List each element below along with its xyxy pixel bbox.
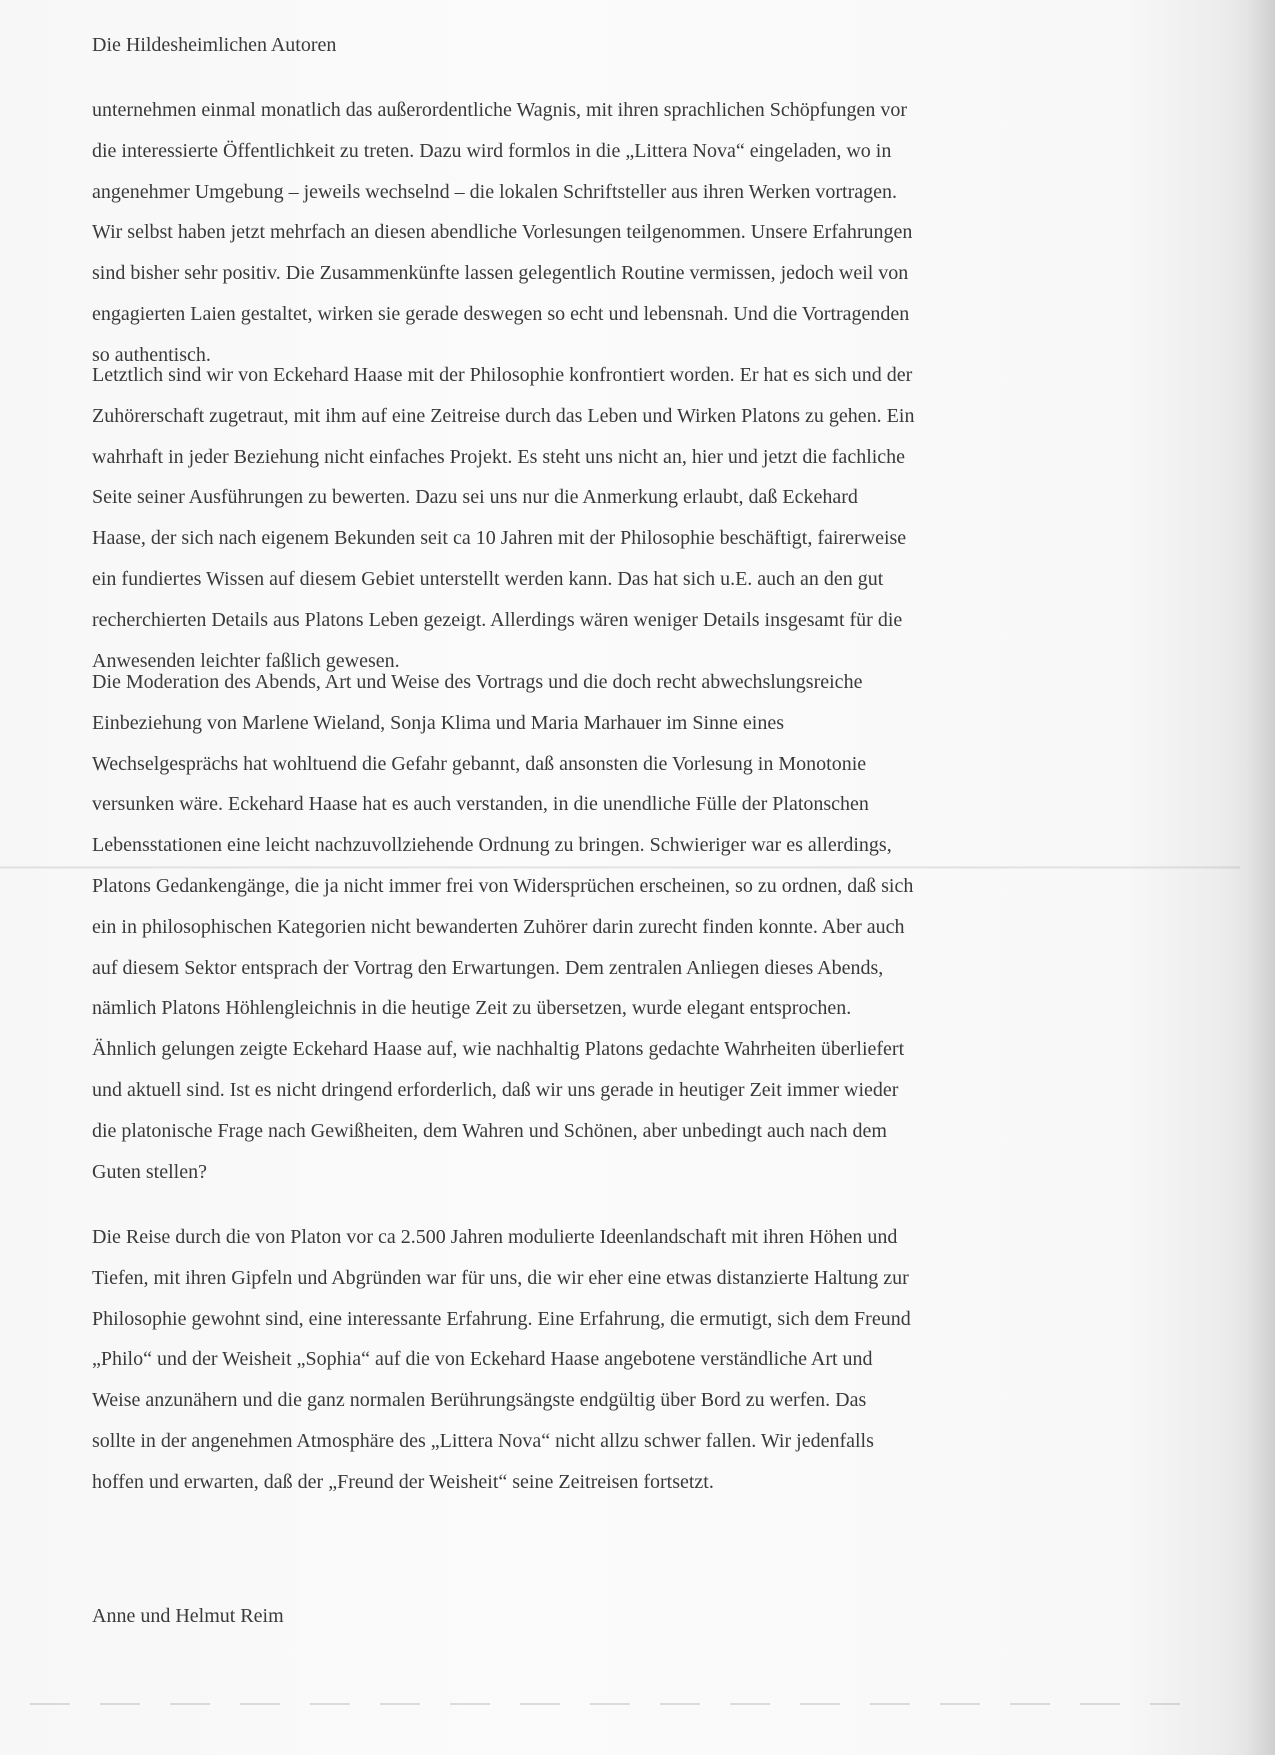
text-line: Lebensstationen eine leicht nachzuvollziehende Ordnung zu bringen. Schwieriger war es allerdings, bbox=[92, 834, 892, 857]
text-line: Seite seiner Ausführungen zu bewerten. Dazu sei uns nur die Anmerkung erlaubt, daß Eckehard bbox=[92, 486, 858, 509]
text-line: Guten stellen? bbox=[92, 1160, 207, 1183]
text-line: die interessierte Öffentlichkeit zu treten. Dazu wird formlos in die „Littera Nova“ eingeladen, wo in bbox=[92, 139, 892, 162]
text-line: Haase, der sich nach eigenem Bekunden seit ca 10 Jahren mit der Philosophie beschäftigt, fairerweise bbox=[92, 527, 907, 550]
text-line: nämlich Platons Höhlengleichnis in die heutige Zeit zu übersetzen, wurde elegant entsprochen. bbox=[92, 997, 852, 1020]
text-line: Ähnlich gelungen zeigte Eckehard Haase auf, wie nachhaltig Platons gedachte Wahrheiten überliefert bbox=[92, 1038, 905, 1061]
text-line: Die Moderation des Abends, Art und Weise des Vortrags und die doch recht abwechslungsreiche bbox=[92, 671, 863, 693]
text-line: recherchierten Details aus Platons Leben gezeigt. Allerdings wären weniger Details insgesamt für die bbox=[92, 608, 903, 631]
text-line: auf diesem Sektor entsprach der Vortrag den Erwartungen. Dem zentralen Anliegen dieses Abends, bbox=[92, 956, 884, 979]
text-line: und aktuell sind. Ist es nicht dringend erforderlich, daß wir uns gerade in heutiger Zeit immer wieder bbox=[92, 1078, 899, 1101]
text-line: Wir selbst haben jetzt mehrfach an diesen abendliche Vorlesungen teilgenommen. Unsere Erfahrungen bbox=[92, 221, 913, 244]
paragraph-3 bbox=[92, 662, 913, 1192]
paragraph-4 bbox=[92, 1217, 911, 1503]
text-line: Philosophie gewohnt sind, eine interessante Erfahrung. Eine Erfahrung, die ermutigt, sich dem Freund bbox=[92, 1307, 911, 1330]
text-line: so authentisch. bbox=[92, 343, 211, 366]
signature-line: Anne und Helmut Reim bbox=[92, 1605, 284, 1627]
text-line: wahrhaft in jeder Beziehung nicht einfaches Projekt. Es steht uns nicht an, hier und jetzt die fachliche bbox=[92, 445, 906, 468]
text-line: „Philo“ und der Weisheit „Sophia“ auf die von Eckehard Haase angebotene verständliche Art und bbox=[92, 1348, 873, 1371]
text-line: Wechselgesprächs hat wohltuend die Gefahr gebannt, daß ansonsten die Vorlesung in Monotonie bbox=[92, 752, 867, 775]
text-line: sind bisher sehr positiv. Die Zusammenkünfte lassen gelegentlich Routine vermissen, jedoch weil von bbox=[92, 262, 909, 285]
paragraph-2 bbox=[92, 355, 914, 681]
document-heading: Die Hildesheimlichen Autoren bbox=[92, 34, 337, 56]
paragraph-1 bbox=[92, 90, 912, 376]
text-line: Letztlich sind wir von Eckehard Haase mit der Philosophie konfrontiert worden. Er hat es sich und der bbox=[92, 364, 913, 386]
text-line: Zuhörerschaft zugetraut, mit ihm auf eine Zeitreise durch das Leben und Wirken Platons zu gehen. Ein bbox=[92, 404, 915, 427]
text-line: hoffen und erwarten, daß der „Freund der Weisheit“ seine Zeitreisen fortsetzt. bbox=[92, 1470, 714, 1493]
text-line: Anwesenden leichter faßlich gewesen. bbox=[92, 649, 400, 672]
text-line: Tiefen, mit ihren Gipfeln und Abgründen war für uns, die wir eher eine etwas distanzierte Haltung zur bbox=[92, 1266, 909, 1289]
text-line: engagierten Laien gestaltet, wirken sie gerade deswegen so echt und lebensnah. Und die Vortragenden bbox=[92, 302, 910, 325]
text-line: versunken wäre. Eckehard Haase hat es auch verstanden, in die unendliche Fülle der Platonschen bbox=[92, 793, 869, 816]
text-line: ein fundiertes Wissen auf diesem Gebiet unterstellt werden kann. Das hat sich u.E. auch an den gut bbox=[92, 567, 884, 590]
text-line: sollte in der angenehmen Atmosphäre des „Littera Nova“ nicht allzu schwer fallen. Wir jedenfalls bbox=[92, 1429, 874, 1452]
text-line: Platons Gedankengänge, die ja nicht immer frei von Widersprüchen erscheinen, so zu ordnen, daß sich bbox=[92, 874, 914, 897]
scan-artifact-marks bbox=[30, 1703, 1180, 1705]
text-line: unternehmen einmal monatlich das außerordentliche Wagnis, mit ihren sprachlichen Schöpfungen vor bbox=[92, 99, 907, 121]
text-line: Weise anzunähern und die ganz normalen Berührungsängste endgültig über Bord zu werfen. Das bbox=[92, 1389, 867, 1412]
text-line: Einbeziehung von Marlene Wieland, Sonja Klima und Maria Marhauer im Sinne eines bbox=[92, 711, 784, 734]
text-line: ein in philosophischen Kategorien nicht bewanderten Zuhörer darin zurecht finden konnte. Aber auch bbox=[92, 915, 905, 938]
text-line: Die Reise durch die von Platon vor ca 2.500 Jahren modulierte Ideenlandschaft mit ihren Höhen und bbox=[92, 1226, 898, 1248]
text-line: angenehmer Umgebung – jeweils wechselnd – die lokalen Schriftsteller aus ihren Werken vortragen. bbox=[92, 180, 897, 203]
page-edge-shadow bbox=[1245, 0, 1275, 1755]
text-line: die platonische Frage nach Gewißheiten, dem Wahren und Schönen, aber unbedingt auch nach dem bbox=[92, 1119, 887, 1142]
